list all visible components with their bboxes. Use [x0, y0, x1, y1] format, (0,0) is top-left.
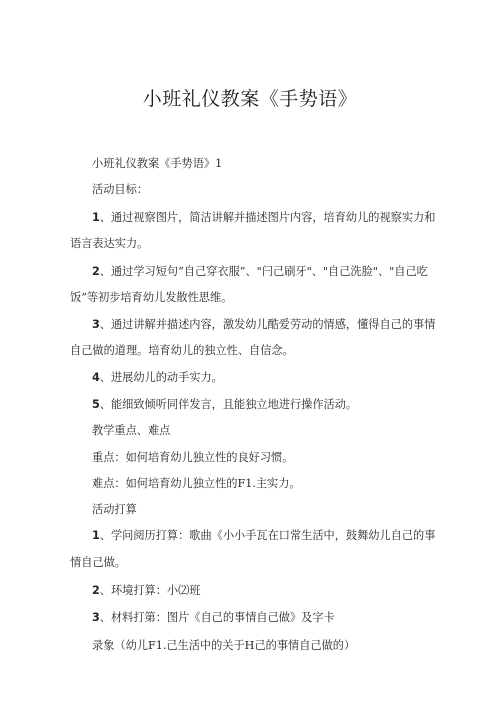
paragraph-line — [70, 291, 232, 305]
line-text: 活动打算 — [92, 503, 137, 516]
list-number: 3 — [92, 611, 100, 624]
paragraph-line — [92, 503, 137, 517]
line-text: 、环境打算：小⑵班 — [99, 584, 201, 597]
paragraph-line — [92, 584, 201, 598]
paragraph-line — [92, 529, 435, 543]
line-text: 重点：如何培育幼儿独立性的良好习惯。 — [92, 451, 294, 464]
paragraph-line — [70, 237, 148, 251]
document-title: 小班礼仪教案《手势语》 — [142, 88, 358, 110]
line-text: 自己做的道理。培育幼儿的独立性、自信念。 — [70, 344, 294, 357]
line-text: 情自己做。 — [70, 556, 126, 569]
line-text: 小班礼仪教案《手势语》1 — [92, 157, 223, 170]
line-text: 、能细致倾听同伴发言，且能独立地进行操作活动。 — [99, 398, 358, 411]
list-number: 4 — [92, 371, 100, 384]
paragraph-line — [92, 477, 301, 491]
line-text: 教学重点、难点 — [92, 424, 171, 437]
paragraph-line — [92, 265, 428, 279]
paragraph-line — [92, 424, 170, 438]
line-text: 、进展幼儿的动手实力。 — [99, 371, 223, 384]
line-text: 录象（幼儿F1.己生活中的关于H己的事情自己做的） — [92, 639, 356, 652]
line-text: 、通过学习短句“自己穿衣服”、"闩己刷牙"、"自己洗脸"、"自己吃 — [99, 265, 428, 278]
line-text: 、材料打第：图片《自己的事情自己做》及字卡 — [99, 611, 335, 624]
line-text: 、通过讲解并描述内容，激发幼儿酷爱劳动的情感，懂得自己的事情 — [99, 318, 436, 331]
paragraph-line — [92, 211, 435, 225]
line-text: 、学问阅历打算：歌曲《小小手瓦在口常生活中，鼓舞幼儿自己的事 — [99, 529, 436, 542]
paragraph-line — [92, 157, 222, 171]
line-text: 、通过视察图片，简洁讲解并描述图片内容，培育幼儿的视察实力和 — [99, 211, 436, 224]
paragraph-line — [70, 344, 294, 358]
list-number: 3 — [92, 318, 100, 331]
line-text: 难点：如何培育幼儿独立性的F1.主实力。 — [92, 477, 301, 490]
line-text: 语言表达实力。 — [70, 237, 149, 250]
paragraph-line — [92, 183, 148, 197]
paragraph-line — [92, 318, 435, 332]
line-text: 活动目标： — [92, 183, 148, 196]
list-number: 1 — [92, 211, 100, 224]
paragraph-line — [70, 556, 126, 570]
list-number: 1 — [92, 529, 100, 542]
list-number: 2 — [92, 584, 100, 597]
paragraph-line — [92, 611, 335, 625]
line-text: 饭”等初步培育幼儿发散性思维。 — [70, 291, 233, 304]
paragraph-line — [92, 398, 357, 412]
list-number: 2 — [92, 265, 100, 278]
paragraph-line — [92, 451, 293, 465]
list-number: 5 — [92, 398, 100, 411]
paragraph-line — [92, 371, 223, 385]
paragraph-line — [92, 639, 355, 653]
